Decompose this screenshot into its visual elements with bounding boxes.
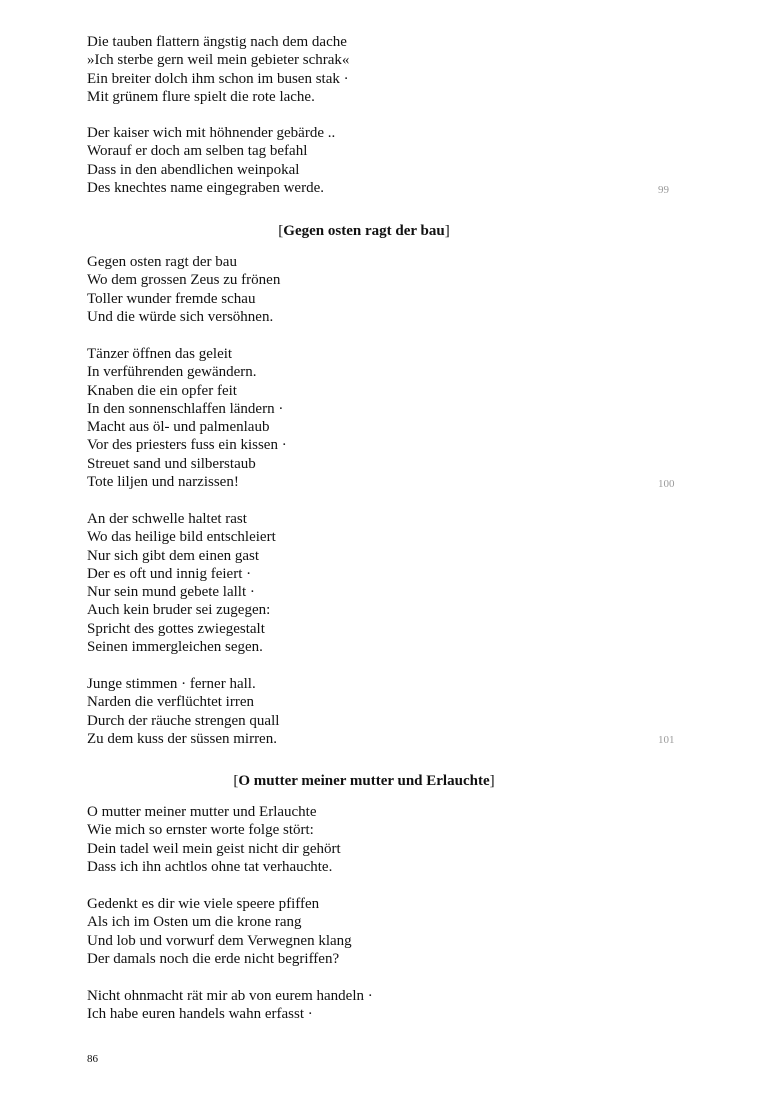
verse-line: Gegen osten ragt der bau — [87, 254, 237, 270]
verse-line: Vor des priesters fuss ein kissen · — [87, 437, 287, 454]
poem-title: O mutter meiner mutter und Erlauchte — [238, 773, 490, 789]
verse-line: Ich habe euren handels wahn erfasst · — [87, 1006, 313, 1023]
verse-line: Wie mich so ernster worte folge stört: — [87, 822, 314, 839]
verse-line: Und die würde sich versöhnen. — [87, 308, 274, 325]
stanza-2 — [87, 124, 335, 197]
verse-line: Tote liljen und narzissen! — [87, 474, 239, 491]
verse-line: Mit grünem flure spielt die rote lache. — [87, 88, 315, 105]
verse-line: Wo das heilige bild entschleiert — [87, 529, 276, 546]
verse-line: Ein breiter dolch ihm schon im busen stak · — [87, 70, 349, 87]
bracket-open: [ — [278, 223, 284, 239]
verse-line: Spricht des gottes zwiegestalt — [87, 620, 265, 637]
bracket-open: [ — [233, 773, 239, 789]
verse-line: Toller wunder fremde schau — [87, 290, 256, 307]
margin-line-number: 99 — [658, 184, 669, 196]
verse-line: Worauf er doch am selben tag befahl — [87, 143, 308, 160]
verse-line: Durch der räuche strengen quall — [87, 712, 280, 729]
stanza-5 — [87, 510, 276, 656]
verse-line: Nur sein mund gebete lallt · — [87, 584, 255, 601]
margin-line-number: 101 — [658, 734, 675, 746]
verse-line: Nur sich gibt dem einen gast — [87, 547, 260, 564]
verse-line: Junge stimmen · ferner hall. — [87, 676, 256, 692]
stanza-3 — [87, 253, 280, 326]
verse-line: Gedenkt es dir wie viele speere pfiffen — [87, 896, 320, 912]
verse-line: Streuet sand und silberstaub — [87, 455, 256, 472]
verse-line: Narden die verflüchtet irren — [87, 694, 254, 711]
stanza-7 — [87, 803, 341, 876]
verse-line: Macht aus öl- und palmenlaub — [87, 419, 270, 436]
verse-line: Auch kein bruder sei zugegen: — [87, 602, 271, 619]
poem-heading — [0, 772, 728, 790]
verse-line: Dass in den abendlichen weinpokal — [87, 161, 300, 178]
margin-line-number: 100 — [658, 478, 675, 490]
verse-line: Nicht ohnmacht rät mir ab von eurem handeln · — [87, 988, 373, 1004]
verse-line: In den sonnenschlaffen ländern · — [87, 400, 284, 417]
verse-line: Tänzer öffnen das geleit — [87, 346, 233, 362]
bracket-close: ] — [489, 773, 495, 789]
verse-line: Seinen immergleichen segen. — [87, 639, 263, 656]
verse-line: Dein tadel weil mein geist nicht dir gehört — [87, 840, 341, 857]
stanza-4 — [87, 345, 287, 491]
verse-line: Als ich im Osten um die krone rang — [87, 914, 302, 931]
stanza-9 — [87, 987, 373, 1024]
verse-line: Die tauben flattern ängstig nach dem dache — [87, 34, 347, 50]
verse-line: Der damals noch die erde nicht begriffen? — [87, 950, 340, 967]
verse-line: »Ich sterbe gern weil mein gebieter schrak« — [87, 52, 350, 69]
bracket-close: ] — [444, 223, 450, 239]
verse-line: Dass ich ihn achtlos ohne tat verhauchte. — [87, 858, 333, 875]
verse-line: Wo dem grossen Zeus zu frönen — [87, 272, 281, 289]
poem-heading — [0, 222, 728, 240]
verse-line: In verführenden gewändern. — [87, 364, 257, 381]
verse-line: Zu dem kuss der süssen mirren. — [87, 730, 277, 747]
stanza-6 — [87, 675, 279, 748]
verse-line: Und lob und vorwurf dem Verwegnen klang — [87, 932, 352, 949]
verse-line: Der es oft und innig feiert · — [87, 565, 252, 582]
verse-line: O mutter meiner mutter und Erlauchte — [87, 804, 317, 820]
verse-line: Der kaiser wich mit höhnender gebärde .. — [87, 125, 336, 141]
verse-line: Knaben die ein opfer feit — [87, 382, 237, 399]
verse-line: Des knechtes name eingegraben werde. — [87, 179, 324, 196]
verse-line: An der schwelle haltet rast — [87, 511, 247, 527]
stanza-1 — [87, 33, 349, 106]
page-number: 86 — [87, 1053, 98, 1065]
stanza-8 — [87, 895, 352, 968]
poem-title: Gegen osten ragt der bau — [283, 223, 445, 239]
